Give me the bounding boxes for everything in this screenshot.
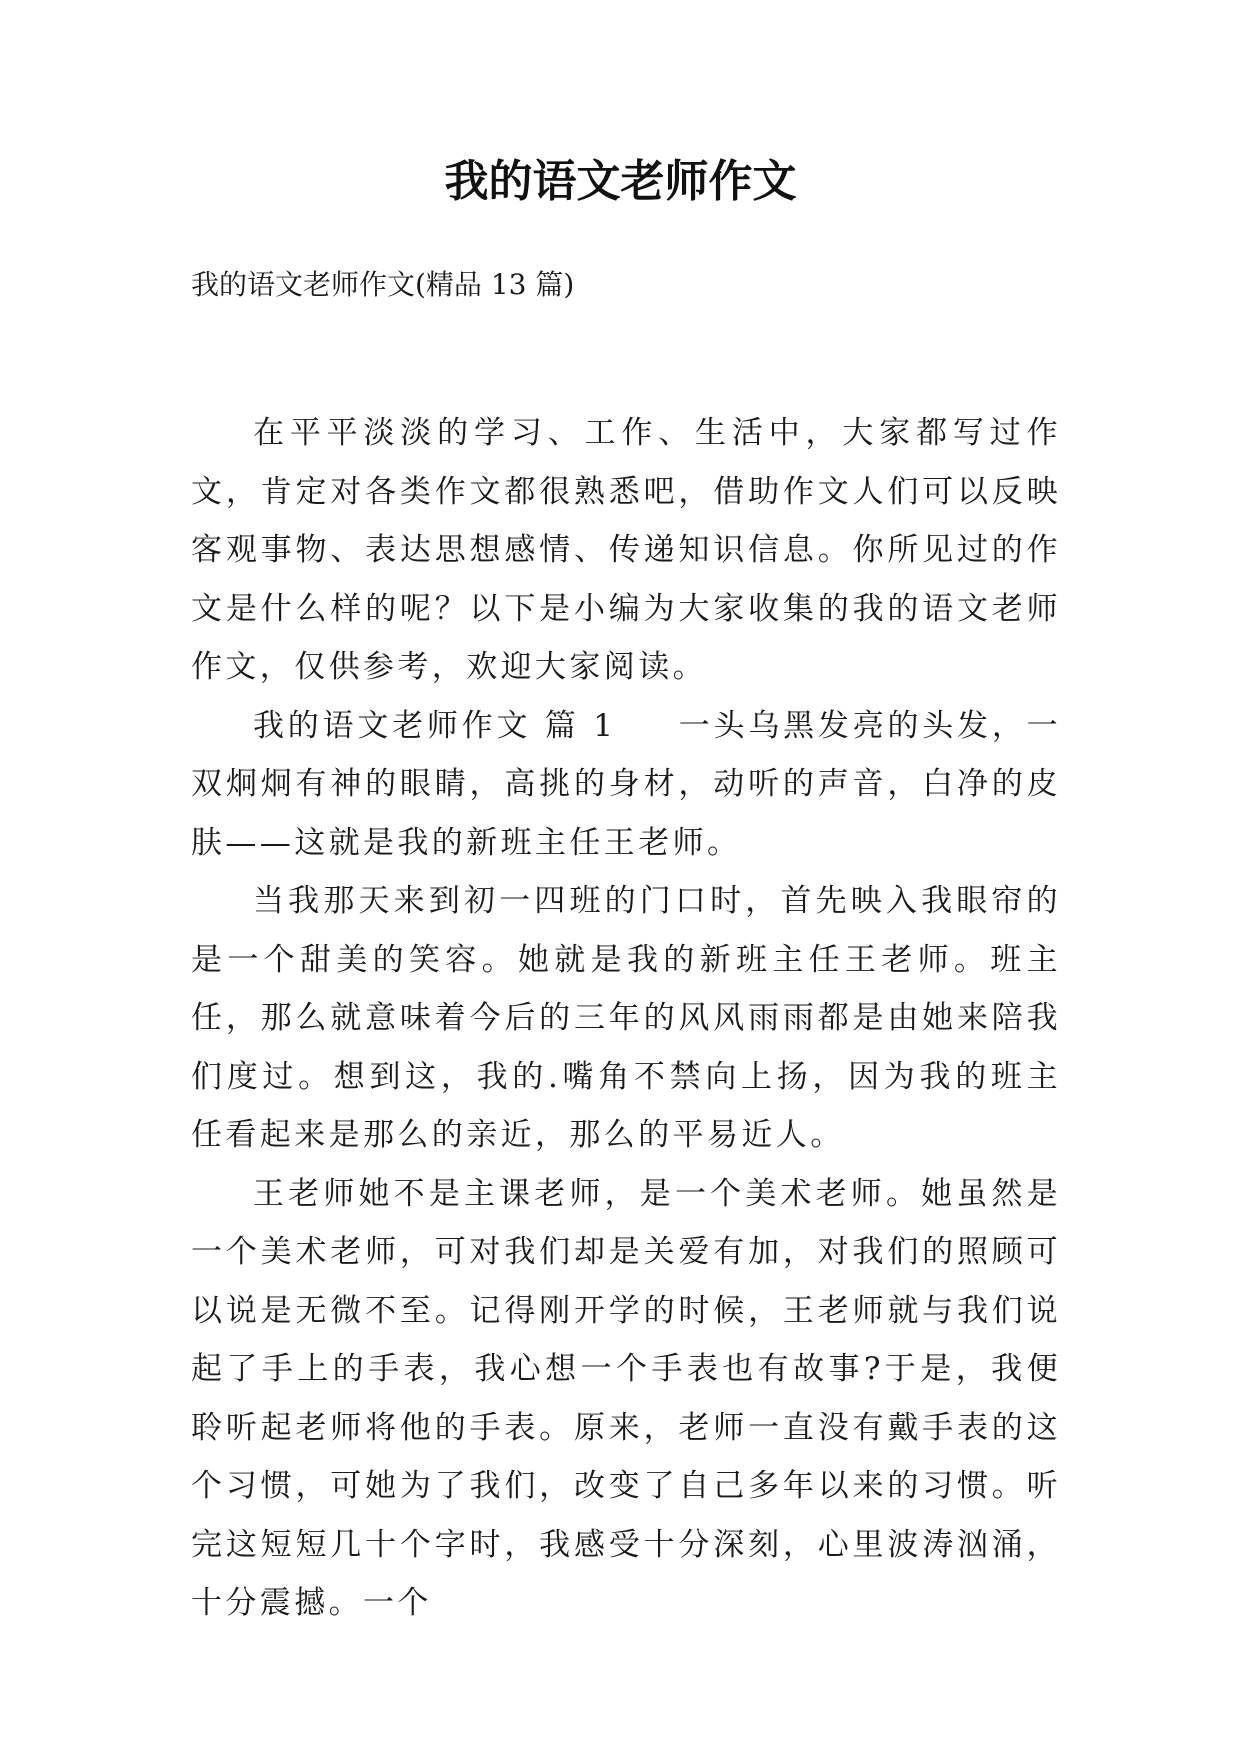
- chapter-1-paragraph-1: 一头乌黑发亮的头发，一双炯炯有神的眼睛，高挑的身材，动听的声音，白净的皮肤——这就是我的新班主任王老师。: [191, 707, 1062, 861]
- chapter-1-opening-paragraph: [191, 697, 1061, 873]
- chapter-1-paragraph-3: 王老师她不是主课老师，是一个美术老师。她虽然是一个美术老师，可对我们却是关爱有加，对我们的照顾可以说是无微不至。记得刚开学的时候，王老师就与我们说起了手上的手表，我心想一个手表也有故事?于是，我便聆听起老师将他的手表。原来，老师一直没有戴手表的这个习惯，可她为了我们，改变了自己多年以来的习惯。听完这短短几十个字时，我感受十分深刻，心里波涛汹涌，十分震撼。一个: [191, 1175, 1061, 1621]
- intro-paragraph: 在平平淡淡的学习、工作、生活中，大家都写过作文，肯定对各类作文都很熟悉吧，借助作文人们可以反映客观事物、表达思想感情、传递知识信息。你所见过的作文是什么样的呢？以下是小编为大家收集的我的语文老师作文，仅供参考，欢迎大家阅读。: [191, 415, 1061, 685]
- document-subtitle: 我的语文老师作文(精品 13 篇): [191, 268, 575, 301]
- document-body: [191, 404, 1061, 1633]
- chapter-1-heading: 我的语文老师作文 篇 1: [253, 707, 617, 744]
- document-title: 我的语文老师作文: [444, 156, 797, 207]
- chapter-1-paragraph-2: 当我那天来到初一四班的门口时，首先映入我眼帘的是一个甜美的笑容。她就是我的新班主任王老师。班主任，那么就意味着今后的三年的风风雨雨都是由她来陪我们度过。想到这，我的.嘴角不禁向上扬，因为我的班主任看起来是那么的亲近，那么的平易近人。: [191, 883, 1061, 1153]
